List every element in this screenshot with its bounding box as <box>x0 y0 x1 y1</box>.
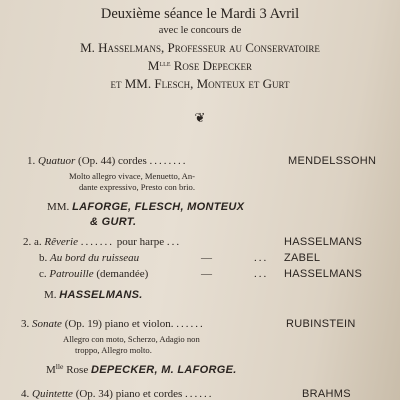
item-3-line <box>21 318 205 330</box>
item-2-performer-prefix: M. <box>44 289 57 301</box>
item-3-movements-1: Allegro con moto, Scherzo, Adagio non <box>63 334 200 344</box>
item-2a-line <box>23 236 181 248</box>
item-3-movements-2: troppo, Allegro molto. <box>75 345 152 355</box>
item-2c-title: Patrouille <box>49 268 94 280</box>
item-3-perf-m: M <box>46 364 56 376</box>
item-2c-rest: (demandée) <box>96 268 149 280</box>
item-4-dots: ...... <box>185 388 214 400</box>
depecker-name: Rose Depecker <box>173 58 253 73</box>
depecker-line <box>0 58 400 74</box>
item-3-number: 3. <box>21 318 30 330</box>
item-2a-instrument: pour harpe <box>116 236 165 248</box>
item-3-title: Sonate <box>32 318 62 330</box>
item-1-rest: (Op. 44) cordes <box>78 155 147 167</box>
item-2b-dots: ... <box>254 252 269 264</box>
item-1-title: Quatuor <box>38 155 76 167</box>
item-2c-dots: ... <box>254 268 269 280</box>
item-2c-letter: c. <box>39 268 47 280</box>
item-2a-letter: a. <box>34 236 42 248</box>
item-1-composer: MENDELSSOHN <box>288 155 377 167</box>
item-3-rest: (Op. 19) piano et violon. <box>64 318 174 330</box>
item-3-perf-names: DEPECKER, M. LAFORGE. <box>90 364 237 376</box>
item-2a-dots-2: ... <box>166 236 182 248</box>
item-3-composer: RUBINSTEIN <box>286 318 356 330</box>
item-4-rest: (Op. 34) piano et cordes <box>75 388 183 400</box>
item-3-performers <box>46 362 237 376</box>
item-1-line <box>27 155 188 167</box>
item-1-movements-1: Molto allegro vivace, Menuetto, An- <box>69 171 196 181</box>
item-1-performers <box>47 201 244 213</box>
item-2a-composer: HASSELMANS <box>284 236 363 248</box>
fleuron-ornament: ❦ <box>194 110 206 125</box>
item-4-number: 4. <box>21 388 30 400</box>
item-2a-dots: ....... <box>80 236 114 248</box>
item-2-number: 2. <box>23 236 32 248</box>
item-2b-dash: — <box>201 252 212 264</box>
item-2b-composer: ZABEL <box>284 252 321 264</box>
item-1-performers-prefix: MM. <box>47 201 70 213</box>
item-2a-title: Rêverie <box>44 236 78 248</box>
item-2c-line <box>39 268 148 280</box>
item-1-performers-2: & GURT. <box>90 216 137 228</box>
hasselmans-line: M. Hasselmans, Professeur au Conservatoire <box>80 40 320 55</box>
depecker-prefix: M <box>147 58 160 73</box>
item-2b-title: Au bord du ruisseau <box>50 252 140 264</box>
item-2-performer <box>44 289 143 301</box>
item-2c-dash: — <box>201 268 212 280</box>
item-2b-letter: b. <box>39 252 48 264</box>
item-1-movements-2: dante expressivo, Presto con brio. <box>79 182 195 192</box>
item-3-dots: ...... <box>176 318 205 330</box>
item-2c-composer: HASSELMANS <box>284 268 363 280</box>
others-line: et MM. Flesch, Monteux et Gurt <box>110 76 290 91</box>
item-4-title: Quintette <box>32 388 73 400</box>
depecker-sup: lle <box>159 58 171 68</box>
item-1-number: 1. <box>27 155 36 167</box>
item-4-composer: BRAHMS <box>302 388 351 400</box>
contest-line: avec le concours de <box>158 25 242 36</box>
item-2b-line <box>39 252 139 264</box>
session-title: Deuxième séance le Mardi 3 Avril <box>100 6 300 22</box>
item-3-perf-rose: Rose <box>66 364 89 376</box>
item-1-performers-names: LAFORGE, FLESCH, MONTEUX <box>72 201 245 213</box>
item-3-perf-sup: lle <box>55 362 64 371</box>
item-1-dots: ........ <box>149 155 188 167</box>
item-4-line <box>21 388 214 400</box>
item-2-performer-name: HASSELMANS. <box>59 289 143 301</box>
